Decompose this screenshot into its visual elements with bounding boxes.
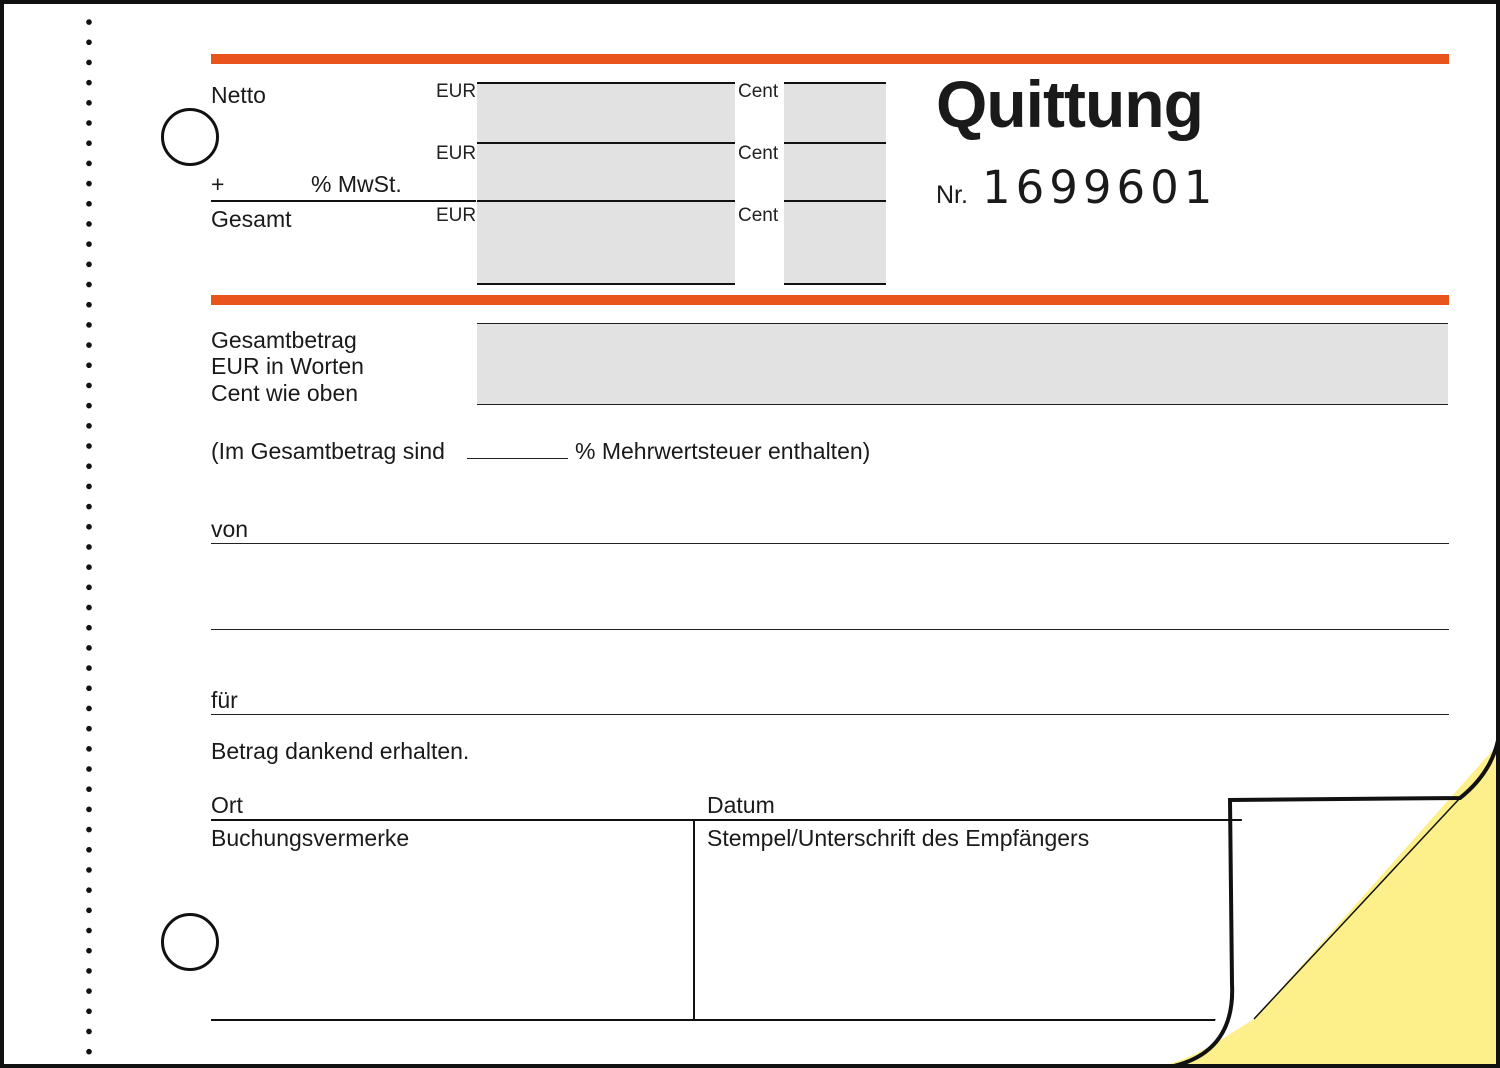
von-line-2[interactable]	[211, 629, 1449, 630]
cent-label-netto: Cent	[738, 81, 779, 102]
punch-hole-top	[161, 108, 219, 166]
orange-bar-middle	[211, 295, 1449, 305]
words-label-line1: Gesamtbetrag	[211, 327, 357, 353]
booking-label: Buchungsvermerke	[211, 825, 410, 851]
bottom-divider	[693, 819, 695, 1020]
cent-label-mwst: Cent	[738, 143, 779, 164]
gesamt-eur-field[interactable]	[477, 200, 735, 285]
netto-label: Netto	[211, 82, 266, 108]
words-label-line3: Cent wie oben	[211, 380, 359, 406]
von-line[interactable]	[211, 543, 1449, 544]
eur-label-netto: EUR	[436, 81, 477, 102]
mwst-eur-field[interactable]	[477, 142, 735, 200]
gesamt-cent-field[interactable]	[784, 200, 886, 285]
vat-note-start: (Im Gesamtbetrag sind	[211, 438, 445, 464]
orange-bar-top	[211, 54, 1449, 64]
receipt-number-label: Nr.	[936, 181, 968, 209]
punch-hole-bottom	[161, 913, 219, 971]
receipt-title: Quittung	[936, 67, 1203, 141]
fuer-label: für	[211, 687, 238, 713]
gesamt-divider	[211, 200, 476, 202]
netto-cent-field[interactable]	[784, 82, 886, 142]
ort-label: Ort	[211, 792, 243, 818]
fuer-line[interactable]	[211, 714, 1449, 715]
datum-label: Datum	[707, 792, 775, 818]
stamp-label: Stempel/Unterschrift des Empfängers	[707, 825, 1090, 851]
netto-eur-field[interactable]	[477, 82, 735, 142]
gesamt-label: Gesamt	[211, 206, 292, 232]
received-text: Betrag dankend erhalten.	[211, 738, 470, 764]
cent-label-gesamt: Cent	[738, 205, 779, 226]
words-label-line2: EUR in Worten	[211, 353, 364, 379]
vat-percent-blank[interactable]	[467, 458, 568, 459]
amount-in-words-field[interactable]	[477, 323, 1448, 405]
mwst-cent-field[interactable]	[784, 142, 886, 200]
eur-label-mwst: EUR	[436, 143, 477, 164]
eur-label-gesamt: EUR	[436, 205, 477, 226]
vat-note-end: % Mehrwertsteuer enthalten)	[575, 438, 871, 464]
page-curl-icon	[1154, 724, 1500, 1068]
plus-sign: +	[211, 171, 225, 197]
von-label: von	[211, 516, 249, 542]
receipt-number: 1699601	[982, 161, 1218, 214]
mwst-label: % MwSt.	[311, 171, 402, 197]
perforation-line	[84, 12, 94, 1066]
